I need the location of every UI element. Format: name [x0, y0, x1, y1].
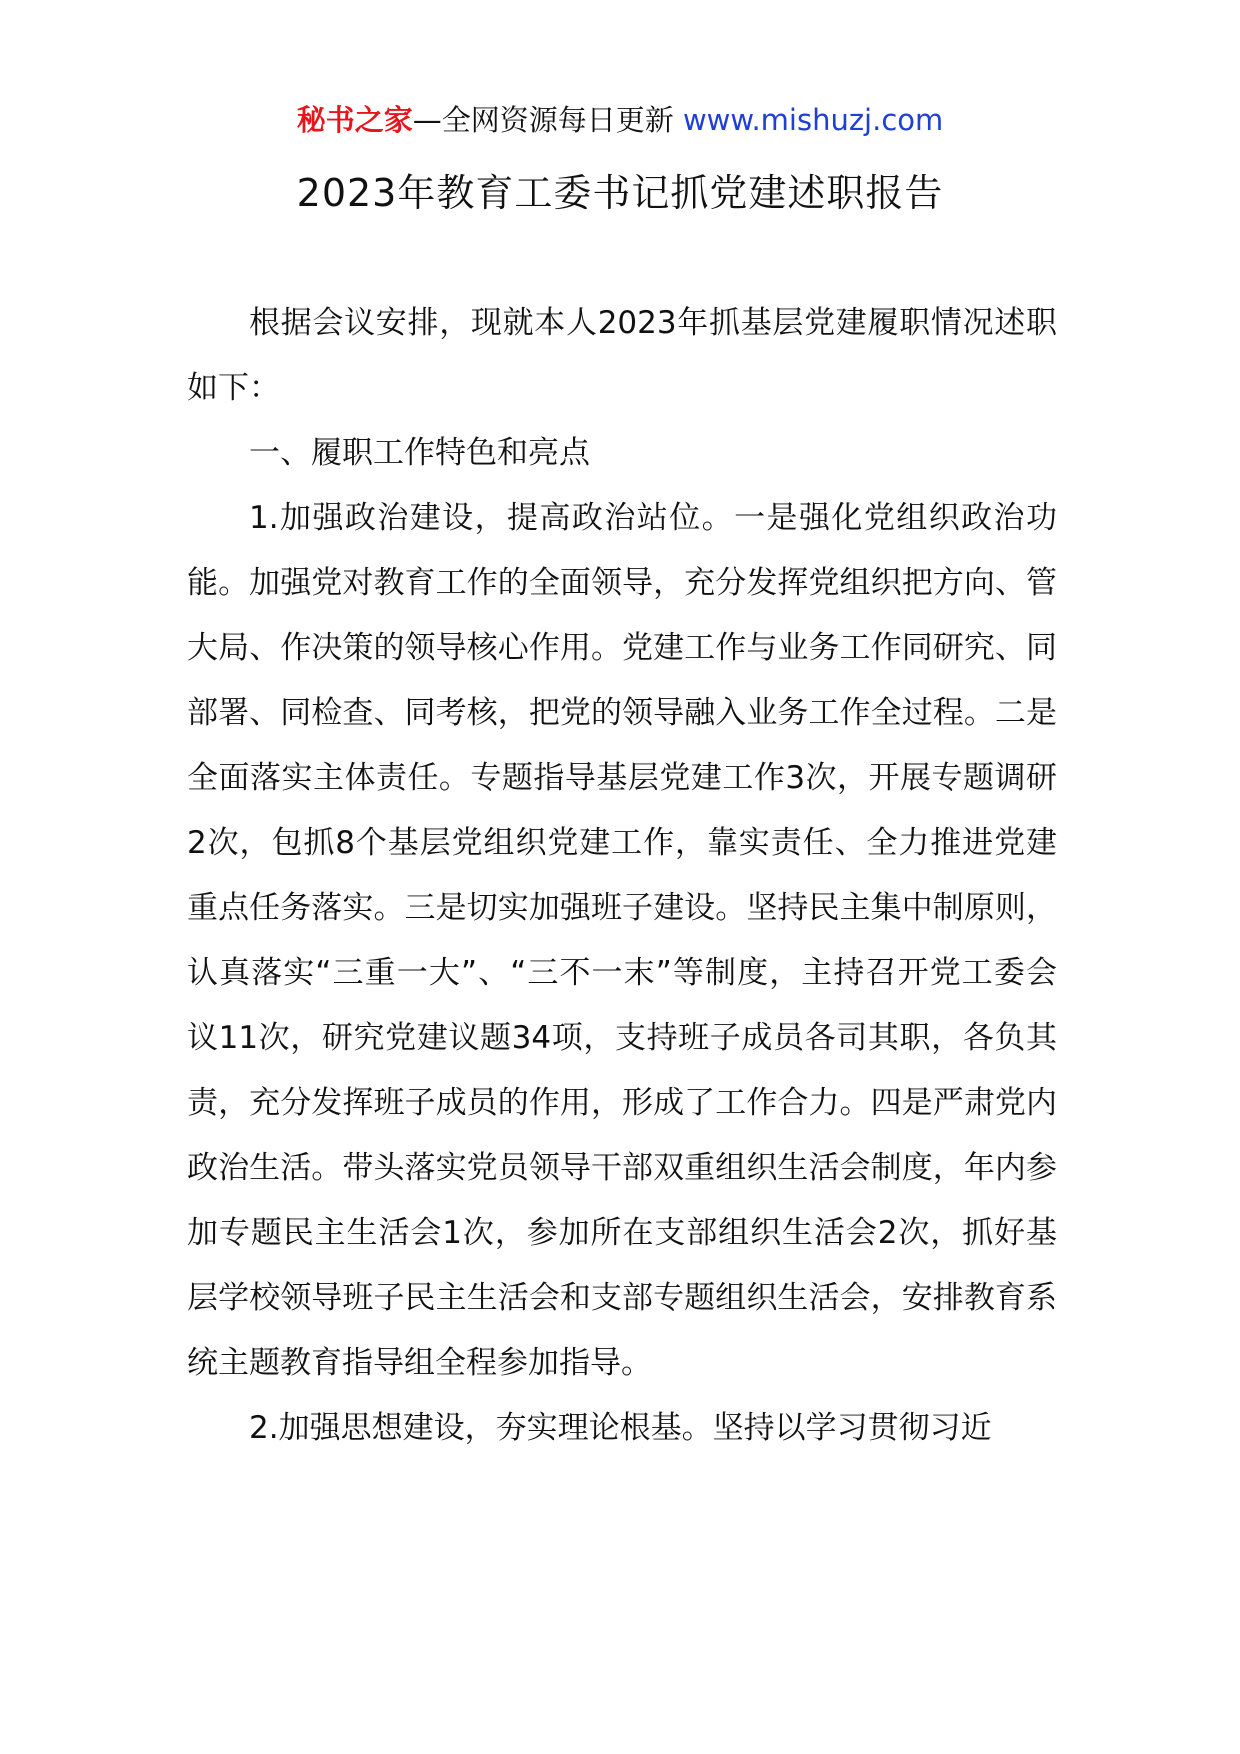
site-tagline: —全网资源每日更新 [412, 103, 683, 137]
paragraph-political-construction: 1.加强政治建设，提高政治站位。一是强化党组织政治功能。加强党对教育工作的全面领导，充分发挥党组织把方向、管大局、作决策的领导核心作用。党建工作与业务工作同研究、同部署、同检查、同考核，把党的领导融入业务工作全过程。二是全面落实主体责任。专题指导基层党建工作3次，开展专题调研2次，包抓8个基层党组织党建工作，靠实责任、全力推进党建重点任务落实。三是切实加强班子建设。坚持民主集中制原则，认真落实“三重一大”、“三不一末”等制度，主持召开党工委会议11次，研究党建议题34项，支持班子成员各司其职，各负其责，充分发挥班子成员的作用，形成了工作合力。四是严肃党内政治生活。带头落实党员领导干部双重组织生活会制度，年内参加专题民主生活会1次，参加所在支部组织生活会2次，抓好基层学校领导班子民主生活会和支部专题组织生活会，安排教育系统主题教育指导组全程参加指导。 [187, 500, 1057, 1381]
paragraph-ideological-construction: 2.加强思想建设，夯实理论根基。坚持以学习贯彻习近 [249, 1410, 992, 1446]
paragraph-intro: 根据会议安排，现就本人2023年抓基层党建履职情况述职如下： [187, 305, 1057, 406]
section-heading-1: 一、履职工作特色和亮点 [249, 435, 590, 471]
site-header [0, 100, 1240, 140]
site-url-link[interactable]: www.mishuzj.com [682, 103, 944, 137]
site-brand: 秘书之家 [296, 103, 413, 137]
document-body [187, 291, 1057, 1461]
document-title: 2023年教育工委书记抓党建述职报告 [296, 171, 944, 215]
